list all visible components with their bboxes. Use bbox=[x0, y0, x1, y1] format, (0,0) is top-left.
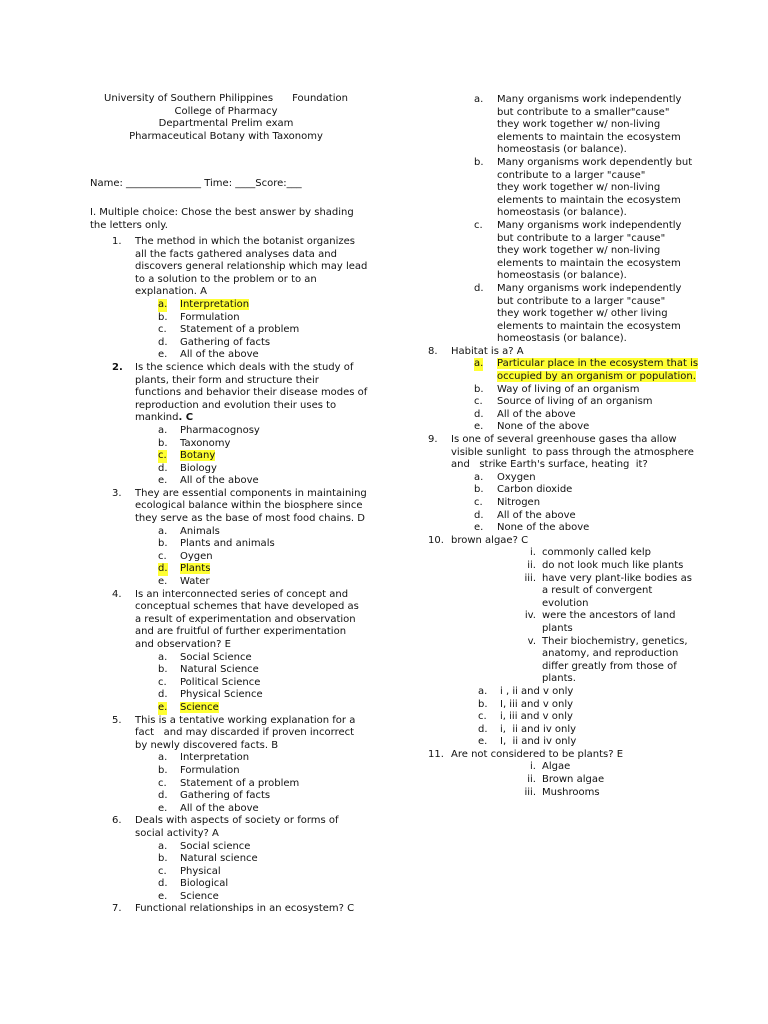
roman-numeral: iii. bbox=[524, 786, 536, 798]
choice-letter: b. bbox=[478, 698, 488, 710]
question-text: The method in which the botanist organizes all the facts gathered analyses data and discovers general relationship which may lead to a solution to the problem or to an explanation. A bbox=[135, 236, 368, 298]
roman-text: Algae bbox=[542, 761, 571, 773]
choice-letter: b. bbox=[158, 664, 168, 676]
choice-letter: b. bbox=[474, 383, 484, 395]
choice-text: None of the above bbox=[497, 421, 590, 433]
choice-letter: c. bbox=[478, 711, 487, 723]
roman-text: do not look much like plants bbox=[542, 559, 684, 571]
choice-text: I, iii and v only bbox=[500, 698, 574, 710]
choice[interactable] bbox=[88, 576, 368, 589]
roman-numeral: i. bbox=[530, 547, 536, 559]
roman-text: commonly called kelp bbox=[542, 547, 652, 559]
choice[interactable] bbox=[428, 497, 700, 510]
roman-text: Brown algae bbox=[542, 774, 605, 786]
roman-item bbox=[428, 774, 700, 787]
choice-letter: e. bbox=[474, 522, 484, 534]
header-subject: Pharmaceutical Botany with Taxonomy bbox=[129, 130, 323, 142]
choice-text: i, ii and iv only bbox=[500, 723, 577, 735]
choice-letter: e. bbox=[478, 736, 488, 748]
question-9 bbox=[428, 434, 700, 472]
roman-text: Their biochemistry, genetics, anatomy, and reproduction differ greatly from those of plants. bbox=[542, 635, 688, 685]
choice[interactable] bbox=[88, 878, 368, 891]
choice[interactable] bbox=[88, 438, 368, 451]
choice-text: Social Science bbox=[180, 651, 252, 663]
choice[interactable] bbox=[88, 752, 368, 765]
choice[interactable] bbox=[88, 778, 368, 791]
choice-text: Nitrogen bbox=[497, 497, 541, 508]
question-number: 2. bbox=[112, 361, 123, 373]
q7-choice[interactable] bbox=[428, 283, 700, 346]
choice-letter: b. bbox=[474, 484, 484, 496]
choice-text: Science bbox=[180, 890, 219, 902]
choice-text: All of the above bbox=[497, 408, 576, 420]
choice-letter: b. bbox=[158, 853, 168, 865]
choice[interactable] bbox=[88, 526, 368, 539]
roman-numeral: iii. bbox=[524, 572, 536, 584]
choice-text: i , ii and v only bbox=[500, 685, 574, 697]
choice-letter: d. bbox=[474, 509, 484, 521]
choice-text: Source of living of an organism bbox=[497, 396, 653, 408]
choice-text: Political Science bbox=[180, 676, 261, 688]
choice[interactable] bbox=[88, 702, 368, 715]
choice-text: I, ii and iv only bbox=[500, 736, 577, 748]
choice-letter: c. bbox=[158, 324, 167, 336]
question-number: 6. bbox=[112, 815, 122, 827]
roman-item bbox=[428, 636, 700, 686]
choice-letter: a. bbox=[158, 840, 168, 852]
choice-letter: a. bbox=[478, 685, 488, 697]
choice-letter: a. bbox=[474, 358, 484, 370]
choice-letter: c. bbox=[474, 396, 483, 408]
header-college: College of Pharmacy bbox=[174, 105, 278, 117]
question-text: Is an interconnected series of concept and conceptual schemes that have developed as a result of experimentation and observation and are fruitful of further experimentation and observation? E bbox=[135, 588, 359, 650]
question-text bbox=[135, 362, 368, 425]
choice[interactable] bbox=[88, 538, 368, 551]
choice-letter: d. bbox=[474, 282, 484, 294]
choice-text: All of the above bbox=[180, 475, 259, 487]
choice-text: Science bbox=[180, 701, 219, 713]
choice[interactable] bbox=[88, 475, 368, 488]
question-number: 5. bbox=[112, 714, 122, 726]
question-text: Functional relationships in an ecosystem? C bbox=[135, 903, 355, 915]
roman-numeral: ii. bbox=[527, 559, 536, 571]
question-8 bbox=[428, 346, 700, 359]
choice-text: Many organisms work independently but contribute to a smaller"cause" bbox=[497, 94, 682, 118]
choice-letter: b. bbox=[474, 156, 484, 168]
choice-text: Statement of a problem bbox=[180, 777, 300, 789]
choice-text: All of the above bbox=[180, 349, 259, 361]
choice-text-continued: they work together w/ non-living elements to maintain the ecosystem homeostasis (or balance). bbox=[497, 182, 681, 219]
roman-numeral: v. bbox=[527, 635, 536, 647]
question-number: 11. bbox=[428, 748, 444, 760]
choices-6 bbox=[88, 841, 368, 904]
choice[interactable] bbox=[88, 425, 368, 438]
choice-text-continued: they work together w/ non-living elements to maintain the ecosystem homeostasis (or balance). bbox=[497, 245, 681, 282]
question-list-right bbox=[428, 94, 700, 799]
choice-text: Natural science bbox=[180, 853, 258, 865]
choice-text: Many organisms work dependently but contribute to a larger "cause" bbox=[497, 156, 693, 181]
choice[interactable] bbox=[88, 652, 368, 665]
question-2 bbox=[88, 362, 368, 425]
choice[interactable] bbox=[428, 409, 700, 422]
question-number: 10. bbox=[428, 534, 444, 546]
choice-text: Many organisms work independently but contribute to a larger "cause" bbox=[497, 282, 682, 307]
q7-choice[interactable] bbox=[428, 157, 700, 220]
choice[interactable] bbox=[428, 484, 700, 497]
choice-text: Natural Science bbox=[180, 664, 259, 676]
choice[interactable] bbox=[88, 803, 368, 816]
choice-text: Biology bbox=[180, 462, 217, 474]
choice-text: Social science bbox=[180, 840, 251, 852]
choice-letter: a. bbox=[474, 471, 484, 483]
choice-text: Gathering of facts bbox=[180, 336, 271, 348]
roman-item bbox=[428, 610, 700, 635]
choice-letter: e. bbox=[474, 421, 484, 433]
q7-choice[interactable] bbox=[428, 220, 700, 283]
choice[interactable] bbox=[428, 711, 700, 724]
choice[interactable] bbox=[428, 724, 700, 737]
choice-text: Plants bbox=[180, 563, 211, 575]
question-number: 8. bbox=[428, 345, 438, 357]
choice-letter: d. bbox=[158, 689, 168, 701]
question-number: 3. bbox=[112, 487, 122, 499]
roman-numeral: ii. bbox=[527, 774, 536, 786]
choice[interactable] bbox=[88, 891, 368, 904]
choice[interactable] bbox=[428, 510, 700, 523]
choice-text: Gathering of facts bbox=[180, 790, 271, 802]
choice-letter: b. bbox=[158, 311, 168, 323]
choice-text: Carbon dioxide bbox=[497, 484, 573, 496]
choice-letter: b. bbox=[158, 437, 168, 449]
roman-item bbox=[428, 547, 700, 560]
choice[interactable] bbox=[88, 324, 368, 337]
choice[interactable] bbox=[88, 853, 368, 866]
choice[interactable] bbox=[428, 472, 700, 485]
question-4 bbox=[88, 589, 368, 652]
choice-letter: c. bbox=[474, 219, 483, 231]
choice-letter: a. bbox=[474, 94, 484, 105]
choice-letter: c. bbox=[158, 450, 167, 462]
choice[interactable] bbox=[88, 463, 368, 476]
choice-letter: d. bbox=[158, 878, 168, 890]
question-number: 7. bbox=[112, 903, 122, 915]
exam-header bbox=[88, 93, 364, 143]
question-text: They are essential components in maintaining ecological balance within the biosphere since they serve as the base of most food chains. D bbox=[135, 487, 367, 525]
question-3 bbox=[88, 488, 368, 526]
choice[interactable] bbox=[428, 421, 700, 434]
choice-letter: c. bbox=[474, 497, 483, 508]
choice[interactable] bbox=[428, 686, 700, 699]
roman-text: were the ancestors of land plants bbox=[542, 610, 676, 634]
question-number: 4. bbox=[112, 588, 122, 600]
choice-text: Way of living of an organism bbox=[497, 383, 640, 395]
choice[interactable] bbox=[88, 841, 368, 854]
roman-item bbox=[428, 560, 700, 573]
name-time-score-line: Name: _______________ Time: ____Score:___ bbox=[90, 178, 302, 189]
choice-letter: e. bbox=[158, 802, 168, 814]
choice-text: Oygen bbox=[180, 550, 213, 562]
section-title: I. Multiple choice: Chose the best answer by shading the letters only. bbox=[90, 207, 354, 231]
header-university: University of Southern Philippines Foundation bbox=[104, 93, 348, 104]
choice[interactable] bbox=[428, 396, 700, 409]
choice-text-continued: they work together w/ other living elements to maintain the ecosystem homeostasis (or balance). bbox=[497, 308, 681, 345]
choice-text-continued: they work together w/ non-living elements to maintain the ecosystem homeostasis (or balance). bbox=[497, 119, 681, 156]
choice[interactable] bbox=[88, 299, 368, 312]
header-exam: Departmental Prelim exam bbox=[158, 118, 294, 130]
choice-text: Animals bbox=[180, 525, 220, 537]
choice[interactable] bbox=[88, 450, 368, 463]
choice-text: Water bbox=[180, 576, 210, 588]
choice-text: Statement of a problem bbox=[180, 324, 300, 336]
choice[interactable] bbox=[88, 689, 368, 702]
question-text: This is a tentative working explanation for a fact and may discarded if proven incorrect by newly discovered facts. B bbox=[135, 714, 359, 751]
question-7 bbox=[88, 903, 368, 916]
choice-letter: b. bbox=[158, 764, 168, 776]
choice[interactable] bbox=[88, 866, 368, 879]
question-number: 1. bbox=[112, 236, 122, 247]
choice-letter: a. bbox=[158, 298, 168, 310]
choice-letter: a. bbox=[158, 651, 168, 663]
choice-text: Interpretation bbox=[180, 298, 250, 310]
choice-text: Taxonomy bbox=[180, 437, 231, 449]
choice-letter: a. bbox=[158, 525, 168, 537]
choice-letter: d. bbox=[158, 462, 168, 474]
choice[interactable] bbox=[88, 664, 368, 677]
choice-text: Botany bbox=[180, 450, 216, 462]
choice-text: Formulation bbox=[180, 311, 240, 323]
choices-5 bbox=[88, 752, 368, 815]
choice[interactable] bbox=[88, 677, 368, 690]
choice-letter: e. bbox=[158, 701, 168, 713]
choice[interactable] bbox=[88, 337, 368, 350]
choice[interactable] bbox=[88, 349, 368, 362]
choice[interactable] bbox=[428, 358, 700, 383]
choice-letter: e. bbox=[158, 576, 168, 588]
choice-text: Interpretation bbox=[180, 752, 250, 764]
choice[interactable] bbox=[88, 563, 368, 576]
roman-numeral: iv. bbox=[524, 610, 536, 622]
question-5 bbox=[88, 715, 368, 753]
choice[interactable] bbox=[428, 699, 700, 712]
question-11 bbox=[428, 749, 700, 762]
roman-text: have very plant-like bodies as a result of convergent evolution bbox=[542, 572, 692, 609]
choices-1 bbox=[88, 299, 368, 362]
question-text: brown algae? C bbox=[451, 534, 529, 546]
choices-2 bbox=[88, 425, 368, 488]
choice-letter: a. bbox=[158, 752, 168, 764]
choice-text: Oxygen bbox=[497, 471, 536, 483]
question-text: Is one of several greenhouse gases tha allow visible sunlight to pass through the atmosphere and strike Earth's surface, heating it? bbox=[451, 434, 698, 471]
q7-choice[interactable] bbox=[428, 94, 700, 157]
choices-3 bbox=[88, 526, 368, 589]
choice-letter: e. bbox=[158, 475, 168, 487]
choice-letter: d. bbox=[478, 723, 488, 735]
choice-text: All of the above bbox=[180, 802, 259, 814]
choice-text: Many organisms work independently but contribute to a larger "cause" bbox=[497, 219, 682, 244]
question-text: Deals with aspects of society or forms of social activity? A bbox=[135, 815, 339, 839]
choice-letter: c. bbox=[158, 865, 167, 877]
question-1 bbox=[88, 236, 368, 299]
choice-letter: a. bbox=[158, 424, 168, 436]
choice[interactable] bbox=[428, 384, 700, 397]
question-6 bbox=[88, 815, 368, 840]
choice-text: Pharmacognosy bbox=[180, 424, 260, 436]
choice-letter: c. bbox=[158, 777, 167, 789]
choice-letter: c. bbox=[158, 676, 167, 688]
choice-text: Physical bbox=[180, 865, 221, 877]
choice-letter: d. bbox=[158, 336, 168, 348]
roman-item bbox=[428, 761, 700, 774]
roman-numeral: i. bbox=[530, 761, 536, 773]
choice-letter: d. bbox=[158, 790, 168, 802]
question-text: Habitat is a? A bbox=[451, 345, 524, 357]
choices-4 bbox=[88, 652, 368, 715]
question-number: 9. bbox=[428, 434, 438, 446]
question-list-left bbox=[88, 236, 368, 916]
choice-letter: d. bbox=[474, 408, 484, 420]
choice-text: Biological bbox=[180, 878, 229, 890]
roman-item bbox=[428, 573, 700, 611]
choice-text: Particular place in the ecosystem that is occupied by an organism or population. bbox=[497, 358, 699, 383]
choice-letter: e. bbox=[158, 890, 168, 902]
choice-letter: e. bbox=[158, 349, 168, 361]
roman-text: Mushrooms bbox=[542, 786, 600, 798]
choice[interactable] bbox=[428, 522, 700, 535]
question-text-body: Is the science which deals with the study of plants, their form and structure their functions and behavior their disease modes of reproduction and evolution their uses to mankind bbox=[135, 361, 368, 424]
choice-text: Plants and animals bbox=[180, 538, 275, 550]
choice-text: None of the above bbox=[497, 522, 590, 534]
choice-letter: b. bbox=[158, 538, 168, 550]
choice-text: All of the above bbox=[497, 509, 576, 521]
choice-letter: d. bbox=[158, 563, 168, 575]
roman-item bbox=[428, 787, 700, 800]
choice-text: Physical Science bbox=[180, 689, 263, 701]
choice[interactable] bbox=[88, 790, 368, 803]
question-answer-key: . C bbox=[178, 412, 194, 424]
choice[interactable] bbox=[88, 765, 368, 778]
question-10 bbox=[428, 535, 700, 548]
choice[interactable] bbox=[88, 312, 368, 325]
choice-letter: c. bbox=[158, 550, 167, 562]
question-text: Are not considered to be plants? E bbox=[451, 748, 624, 760]
choice[interactable] bbox=[428, 736, 700, 749]
choice[interactable] bbox=[88, 551, 368, 564]
choice-text: Formulation bbox=[180, 764, 240, 776]
choice-text: i, iii and v only bbox=[500, 711, 573, 723]
